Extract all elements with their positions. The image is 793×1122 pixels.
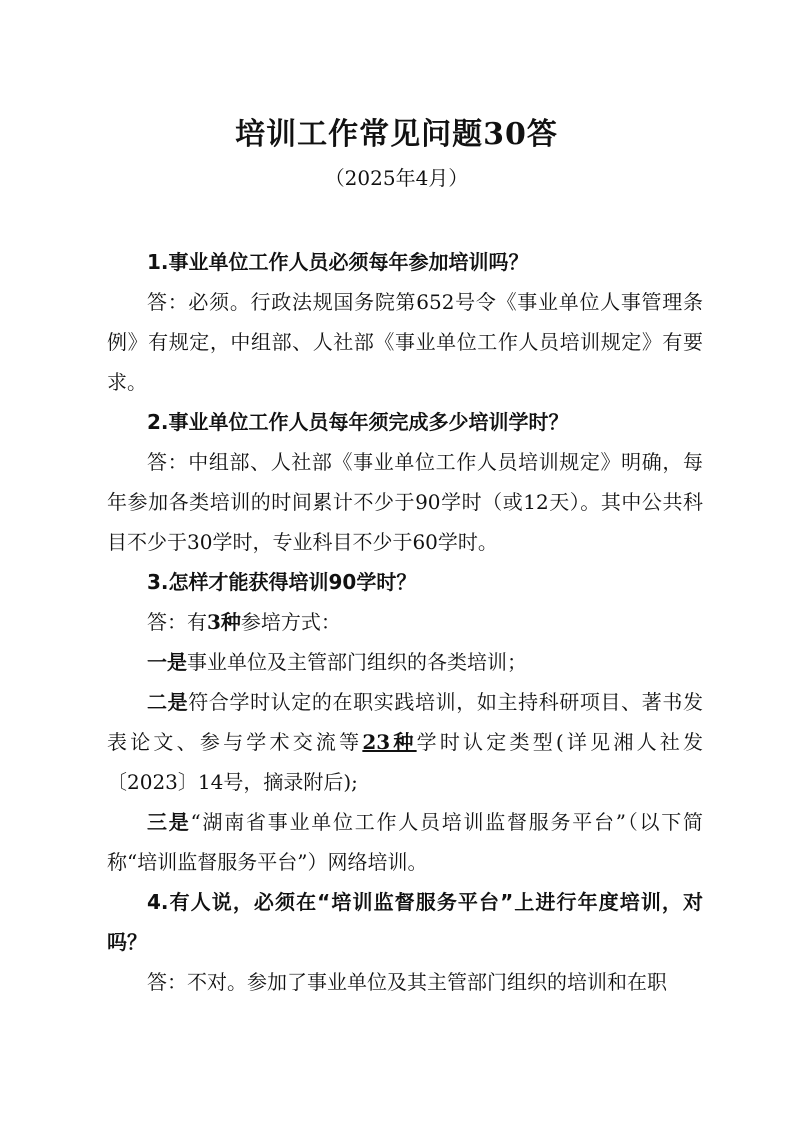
item-2-text-after: 学时认定类型(详见湘人社发〔2023〕14号，摘录附后); (107, 730, 703, 794)
answer-3 (107, 602, 703, 642)
item-3-text: “湖南省事业单位工作人员培训监督服务平台”（以下简称“培训监督服务平台”）网络培训。 (107, 810, 704, 874)
question-3: 3.怎样才能获得培训90学时？ (147, 570, 417, 594)
item-2-text-before: 符合学时认定的在职实践培训，如主持科研项目、著书发表论文、参与学术交流等 (107, 690, 704, 754)
answer-1: 答：必须。行政法规国务院第652号令《事业单位人事管理条例》有规定，中组部、人社部《事业单位工作人员培训规定》有要求。 (107, 290, 703, 394)
document-date: （2025年4月） (324, 166, 469, 190)
question-4: 4.有人说，必须在“培训监督服务平台”上进行年度培训，对吗？ (107, 890, 703, 954)
item-2-emphasis: 23种 (362, 730, 417, 754)
answer-2: 答：中组部、人社部《事业单位工作人员培训规定》明确，每年参加各类培训的时间累计不少于90学时（或12天）。其中公共科目不少于30学时，专业科目不少于60学时。 (107, 450, 703, 554)
document-body (107, 242, 703, 1002)
item-1-text: 事业单位及主管部门组织的各类培训； (187, 650, 527, 674)
item-3-label: 三是 (147, 810, 191, 834)
item-2-label: 二是 (147, 690, 189, 714)
answer-3-count: 3种 (207, 610, 241, 634)
answer-3-item-3 (107, 802, 703, 882)
answer-3-item-2 (107, 682, 703, 802)
document-title: 培训工作常见问题30答 (235, 117, 558, 152)
item-1-label: 一是 (147, 650, 187, 674)
answer-4: 答：不对。参加了事业单位及其主管部门组织的培训和在职 (147, 970, 667, 994)
answer-3-prefix: 答：有 (147, 610, 207, 634)
question-2: 2.事业单位工作人员每年须完成多少培训学时？ (147, 410, 569, 434)
question-1: 1.事业单位工作人员必须每年参加培训吗？ (147, 250, 529, 274)
answer-3-item-1 (107, 642, 703, 682)
answer-3-suffix: 参培方式： (240, 610, 341, 634)
